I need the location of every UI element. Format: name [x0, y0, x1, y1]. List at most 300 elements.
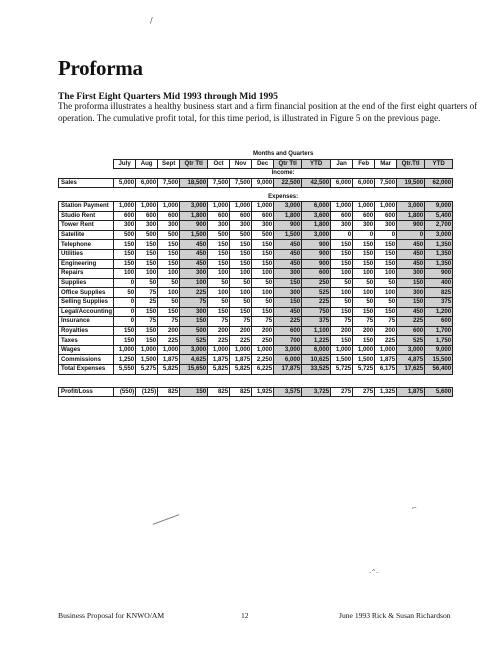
value-cell: 900 [425, 269, 453, 279]
value-cell: 600 [136, 211, 158, 221]
row-label: Taxes [59, 336, 114, 346]
expense-row [59, 336, 453, 346]
expense-row [59, 221, 453, 231]
value-cell: 825 [208, 387, 230, 397]
value-cell: 3,000 [274, 345, 302, 355]
value-cell: 1,325 [375, 387, 397, 397]
value-cell: 450 [274, 259, 302, 269]
blank-cell [59, 192, 114, 201]
value-cell: 225 [397, 317, 425, 327]
value-cell: 100 [114, 269, 136, 279]
value-cell: 600 [252, 211, 274, 221]
value-cell: 225 [208, 336, 230, 346]
value-cell: 7,500 [158, 178, 180, 188]
page-title: Proforma [58, 56, 143, 80]
value-cell: 6,000 [136, 178, 158, 188]
value-cell: 1,800 [274, 211, 302, 221]
value-cell: 150 [230, 249, 252, 259]
value-cell: 1,875 [158, 355, 180, 365]
value-cell: 150 [375, 307, 397, 317]
value-cell: 56,400 [425, 365, 453, 375]
blank-cell [59, 150, 114, 159]
value-cell: 0 [114, 317, 136, 327]
value-cell: 6,000 [302, 201, 331, 211]
value-cell: 150 [274, 278, 302, 288]
value-cell: 5,600 [425, 387, 453, 397]
value-cell: 50 [353, 278, 375, 288]
value-cell: 17,875 [274, 365, 302, 375]
value-cell: 100 [375, 288, 397, 298]
value-cell: 6,225 [252, 365, 274, 375]
months-quarters-header: Months and Quarters [252, 151, 314, 158]
scan-stroke [153, 514, 180, 525]
value-cell: 500 [114, 230, 136, 240]
value-cell: 1,500 [180, 230, 208, 240]
value-cell: 4,875 [397, 355, 425, 365]
value-cell: 1,500 [353, 355, 375, 365]
value-cell: 75 [375, 317, 397, 327]
value-cell: 100 [180, 278, 208, 288]
value-cell: 50 [230, 278, 252, 288]
value-cell: 50 [331, 297, 353, 307]
value-cell: 450 [397, 249, 425, 259]
value-cell: 2,250 [252, 355, 274, 365]
value-cell: 5,825 [208, 365, 230, 375]
value-cell: 150 [331, 249, 353, 259]
value-cell: 1,875 [375, 355, 397, 365]
value-cell: 150 [114, 259, 136, 269]
value-cell: 300 [208, 221, 230, 231]
value-cell: 200 [230, 326, 252, 336]
value-cell: 1,000 [353, 201, 375, 211]
value-cell: 300 [136, 221, 158, 231]
value-cell: 100 [158, 288, 180, 298]
value-cell: 1,000 [114, 345, 136, 355]
value-cell: 15,500 [425, 355, 453, 365]
value-cell: 1,000 [208, 201, 230, 211]
value-cell: 1,875 [397, 387, 425, 397]
row-label: Utilities [59, 249, 114, 259]
column-header: Oct [208, 159, 230, 169]
value-cell: 900 [397, 221, 425, 231]
value-cell: 5,825 [158, 365, 180, 375]
value-cell: 1,000 [375, 201, 397, 211]
value-cell: 3,000 [180, 201, 208, 211]
column-header: Aug [136, 159, 158, 169]
value-cell: 150 [114, 249, 136, 259]
value-cell: 500 [136, 230, 158, 240]
column-header: YTD [302, 159, 331, 169]
value-cell: 9,000 [252, 178, 274, 188]
value-cell: 900 [180, 221, 208, 231]
value-cell: 150 [180, 317, 208, 327]
value-cell: 150 [114, 240, 136, 250]
value-cell: 1,000 [230, 345, 252, 355]
value-cell: 825 [230, 387, 252, 397]
value-cell: 100 [208, 288, 230, 298]
value-cell: 375 [302, 317, 331, 327]
value-cell: 150 [136, 259, 158, 269]
value-cell: 1,500 [274, 230, 302, 240]
value-cell: 42,500 [302, 178, 331, 188]
value-cell: 1,000 [252, 345, 274, 355]
value-cell: 1,350 [425, 259, 453, 269]
value-cell: 1,000 [230, 201, 252, 211]
value-cell: 150 [331, 307, 353, 317]
total-expenses-row [59, 365, 453, 375]
value-cell: 275 [353, 387, 375, 397]
value-cell: 100 [136, 269, 158, 279]
value-cell: 150 [136, 240, 158, 250]
value-cell: 150 [136, 336, 158, 346]
value-cell: 75 [331, 317, 353, 327]
value-cell: 400 [425, 278, 453, 288]
value-cell: 17,625 [397, 365, 425, 375]
blank-cell [59, 159, 114, 169]
row-label: Profit/Loss [59, 387, 114, 397]
footer-left: Business Proposal for KNWO/AM [58, 611, 165, 620]
value-cell: 500 [208, 230, 230, 240]
row-label: Supplies [59, 278, 114, 288]
value-cell: 1,225 [302, 336, 331, 346]
value-cell: 1,875 [230, 355, 252, 365]
value-cell: 50 [252, 297, 274, 307]
footer-right: June 1993 Rick & Susan Richardson [339, 611, 451, 620]
value-cell: 50 [331, 278, 353, 288]
column-header: Nov [230, 159, 252, 169]
value-cell: 150 [353, 259, 375, 269]
value-cell: 62,000 [425, 178, 453, 188]
value-cell: 300 [180, 269, 208, 279]
value-cell: 450 [274, 240, 302, 250]
column-header: YTD [425, 159, 453, 169]
value-cell: (550) [114, 387, 136, 397]
expense-row [59, 278, 453, 288]
income-header: Income: [271, 170, 295, 177]
value-cell: 150 [331, 240, 353, 250]
value-cell: 1,000 [331, 345, 353, 355]
value-cell: 75 [353, 317, 375, 327]
value-cell: 200 [375, 326, 397, 336]
value-cell: 100 [252, 288, 274, 298]
value-cell: 150 [230, 307, 252, 317]
value-cell: 525 [397, 336, 425, 346]
value-cell: 1,800 [180, 211, 208, 221]
column-header: Mar [375, 159, 397, 169]
value-cell: 275 [331, 387, 353, 397]
value-cell: 150 [397, 278, 425, 288]
value-cell: 9,000 [425, 201, 453, 211]
value-cell: 4,625 [180, 355, 208, 365]
value-cell: 300 [397, 288, 425, 298]
value-cell: 300 [397, 269, 425, 279]
value-cell: 3,000 [397, 201, 425, 211]
expense-row [59, 249, 453, 259]
value-cell: 5,550 [114, 365, 136, 375]
value-cell: 3,725 [302, 387, 331, 397]
value-cell: 150 [158, 249, 180, 259]
value-cell: 150 [136, 326, 158, 336]
value-cell: 50 [353, 297, 375, 307]
value-cell: 200 [208, 326, 230, 336]
expense-row [59, 317, 453, 327]
expense-row [59, 201, 453, 211]
value-cell: 7,500 [208, 178, 230, 188]
value-cell: 1,500 [136, 355, 158, 365]
value-cell: 500 [230, 230, 252, 240]
value-cell: 150 [375, 240, 397, 250]
column-header: Feb [353, 159, 375, 169]
value-cell: 100 [331, 288, 353, 298]
value-cell: 1,100 [302, 326, 331, 336]
value-cell: 150 [252, 240, 274, 250]
value-cell: 75 [252, 317, 274, 327]
expense-row [59, 269, 453, 279]
value-cell: 150 [252, 249, 274, 259]
value-cell: 825 [158, 387, 180, 397]
value-cell: 5,400 [425, 211, 453, 221]
row-label: Commissions [59, 355, 114, 365]
value-cell: 225 [375, 336, 397, 346]
value-cell: 150 [114, 336, 136, 346]
value-cell: 150 [274, 297, 302, 307]
row-label: Station Payment [59, 201, 114, 211]
value-cell: 50 [136, 278, 158, 288]
proforma-table [58, 150, 453, 397]
row-label: Tower Rent [59, 221, 114, 231]
column-header: Jan [331, 159, 353, 169]
expense-row [59, 355, 453, 365]
value-cell: (125) [136, 387, 158, 397]
value-cell: 19,500 [397, 178, 425, 188]
expenses-header-row [59, 192, 453, 201]
expense-row [59, 297, 453, 307]
value-cell: 6,000 [274, 355, 302, 365]
value-cell: 0 [353, 230, 375, 240]
value-cell: 450 [180, 249, 208, 259]
expense-row [59, 307, 453, 317]
value-cell: 1,000 [375, 345, 397, 355]
value-cell: 100 [230, 288, 252, 298]
value-cell: 1,800 [397, 211, 425, 221]
value-cell: 450 [397, 240, 425, 250]
value-cell: 5,725 [353, 365, 375, 375]
value-cell: 200 [158, 326, 180, 336]
value-cell: 10,625 [302, 355, 331, 365]
value-cell: 225 [274, 317, 302, 327]
value-cell: 600 [425, 317, 453, 327]
value-cell: 50 [158, 278, 180, 288]
row-label: Insurance [59, 317, 114, 327]
column-header: Qtr.Ttl [397, 159, 425, 169]
value-cell: 1,000 [136, 201, 158, 211]
value-cell: 150 [136, 249, 158, 259]
row-label: Engineering [59, 259, 114, 269]
value-cell: 22,500 [274, 178, 302, 188]
value-cell: 150 [230, 240, 252, 250]
value-cell: 1,700 [425, 326, 453, 336]
value-cell: 225 [230, 336, 252, 346]
value-cell: 1,000 [331, 201, 353, 211]
value-cell: 1,000 [252, 201, 274, 211]
value-cell: 3,000 [397, 345, 425, 355]
column-header: July [114, 159, 136, 169]
column-header: Dec [252, 159, 274, 169]
value-cell: 375 [425, 297, 453, 307]
value-cell: 50 [230, 297, 252, 307]
value-cell: 100 [331, 269, 353, 279]
value-cell: 300 [353, 221, 375, 231]
value-cell: 6,000 [331, 178, 353, 188]
value-cell: 500 [252, 230, 274, 240]
value-cell: 600 [208, 211, 230, 221]
value-cell: 225 [158, 336, 180, 346]
intro-paragraph: The proforma illustrates a healthy business start and a firm financial position at the end of the first eight quarters of operation. The cumulative profit total, for this time period, is illustrated in Figure 5 on the previous page. [58, 101, 478, 123]
value-cell: 50 [252, 278, 274, 288]
value-cell: 150 [208, 249, 230, 259]
value-cell: 150 [397, 297, 425, 307]
value-cell: 300 [230, 221, 252, 231]
expenses-header: Expenses: [268, 193, 299, 200]
value-cell: 150 [230, 259, 252, 269]
value-cell: 1,925 [252, 387, 274, 397]
value-cell: 150 [136, 307, 158, 317]
value-cell: 100 [353, 269, 375, 279]
column-header: Qtr Ttl [274, 159, 302, 169]
value-cell: 1,250 [114, 355, 136, 365]
value-cell: 150 [353, 336, 375, 346]
value-cell: 225 [180, 288, 208, 298]
value-cell: 1,875 [208, 355, 230, 365]
expense-row [59, 345, 453, 355]
value-cell: 100 [353, 288, 375, 298]
value-cell: 3,575 [274, 387, 302, 397]
value-cell: 50 [375, 297, 397, 307]
value-cell: 5,725 [331, 365, 353, 375]
value-cell: 75 [136, 288, 158, 298]
value-cell: 25 [136, 297, 158, 307]
value-cell: 900 [302, 249, 331, 259]
months-quarters-header-row [59, 150, 453, 159]
expense-row [59, 230, 453, 240]
value-cell: 50 [208, 297, 230, 307]
value-cell: 600 [375, 211, 397, 221]
row-label: Office Supplies [59, 288, 114, 298]
value-cell: 1,000 [158, 201, 180, 211]
row-label: Selling Supplies [59, 297, 114, 307]
value-cell: 600 [114, 211, 136, 221]
value-cell: 0 [397, 230, 425, 240]
value-cell: 200 [252, 326, 274, 336]
value-cell: 1,000 [136, 345, 158, 355]
value-cell: 15,650 [180, 365, 208, 375]
value-cell: 1,350 [425, 249, 453, 259]
value-cell: 300 [158, 221, 180, 231]
expense-row [59, 211, 453, 221]
value-cell: 150 [375, 259, 397, 269]
value-cell: 150 [252, 307, 274, 317]
value-cell: 450 [397, 307, 425, 317]
value-cell: 150 [158, 240, 180, 250]
value-cell: 900 [302, 240, 331, 250]
value-cell: 75 [208, 317, 230, 327]
value-cell: 750 [302, 307, 331, 317]
value-cell: 1,000 [353, 345, 375, 355]
column-header-row [59, 159, 453, 169]
value-cell: 75 [158, 317, 180, 327]
value-cell: 50 [114, 288, 136, 298]
value-cell: 1,500 [331, 355, 353, 365]
value-cell: 300 [180, 307, 208, 317]
value-cell: 75 [136, 317, 158, 327]
value-cell: 525 [302, 288, 331, 298]
value-cell: 150 [158, 307, 180, 317]
scan-speck: -^- [369, 569, 379, 576]
value-cell: 600 [274, 326, 302, 336]
value-cell: 150 [208, 307, 230, 317]
sales-row [59, 178, 453, 188]
value-cell: 150 [252, 259, 274, 269]
value-cell: 18,500 [180, 178, 208, 188]
value-cell: 75 [180, 297, 208, 307]
row-label: Total Expenses [59, 365, 114, 375]
value-cell: 1,200 [425, 307, 453, 317]
value-cell: 50 [208, 278, 230, 288]
column-header: Sept [158, 159, 180, 169]
value-cell: 7,500 [375, 178, 397, 188]
value-cell: 300 [375, 221, 397, 231]
value-cell: 600 [353, 211, 375, 221]
expense-row [59, 326, 453, 336]
value-cell: 450 [274, 307, 302, 317]
value-cell: 450 [274, 249, 302, 259]
value-cell: 50 [375, 278, 397, 288]
value-cell: 150 [158, 259, 180, 269]
value-cell: 6,000 [353, 178, 375, 188]
scan-speck: ⌐ [412, 505, 418, 512]
scan-speck: / [150, 16, 153, 25]
value-cell: 150 [353, 249, 375, 259]
section-subheading: The First Eight Quarters Mid 1993 through Mid 1995 [58, 91, 278, 102]
row-label: Studio Rent [59, 211, 114, 221]
value-cell: 150 [331, 336, 353, 346]
value-cell: 0 [375, 230, 397, 240]
value-cell: 1,750 [425, 336, 453, 346]
value-cell: 6,000 [302, 345, 331, 355]
value-cell: 5,000 [114, 178, 136, 188]
value-cell: 1,000 [114, 201, 136, 211]
value-cell: 0 [114, 297, 136, 307]
value-cell: 100 [230, 269, 252, 279]
value-cell: 300 [274, 288, 302, 298]
value-cell: 0 [331, 230, 353, 240]
expense-row [59, 240, 453, 250]
value-cell: 2,700 [425, 221, 453, 231]
value-cell: 3,000 [302, 230, 331, 240]
value-cell: 450 [397, 259, 425, 269]
value-cell: 150 [180, 387, 208, 397]
value-cell: 0 [114, 307, 136, 317]
value-cell: 1,000 [208, 345, 230, 355]
value-cell: 100 [158, 269, 180, 279]
blank-cell [59, 169, 114, 179]
row-label: Telephone [59, 240, 114, 250]
value-cell: 3,600 [302, 211, 331, 221]
value-cell: 1,000 [158, 345, 180, 355]
value-cell: 7,500 [230, 178, 252, 188]
value-cell: 100 [252, 269, 274, 279]
value-cell: 600 [331, 211, 353, 221]
